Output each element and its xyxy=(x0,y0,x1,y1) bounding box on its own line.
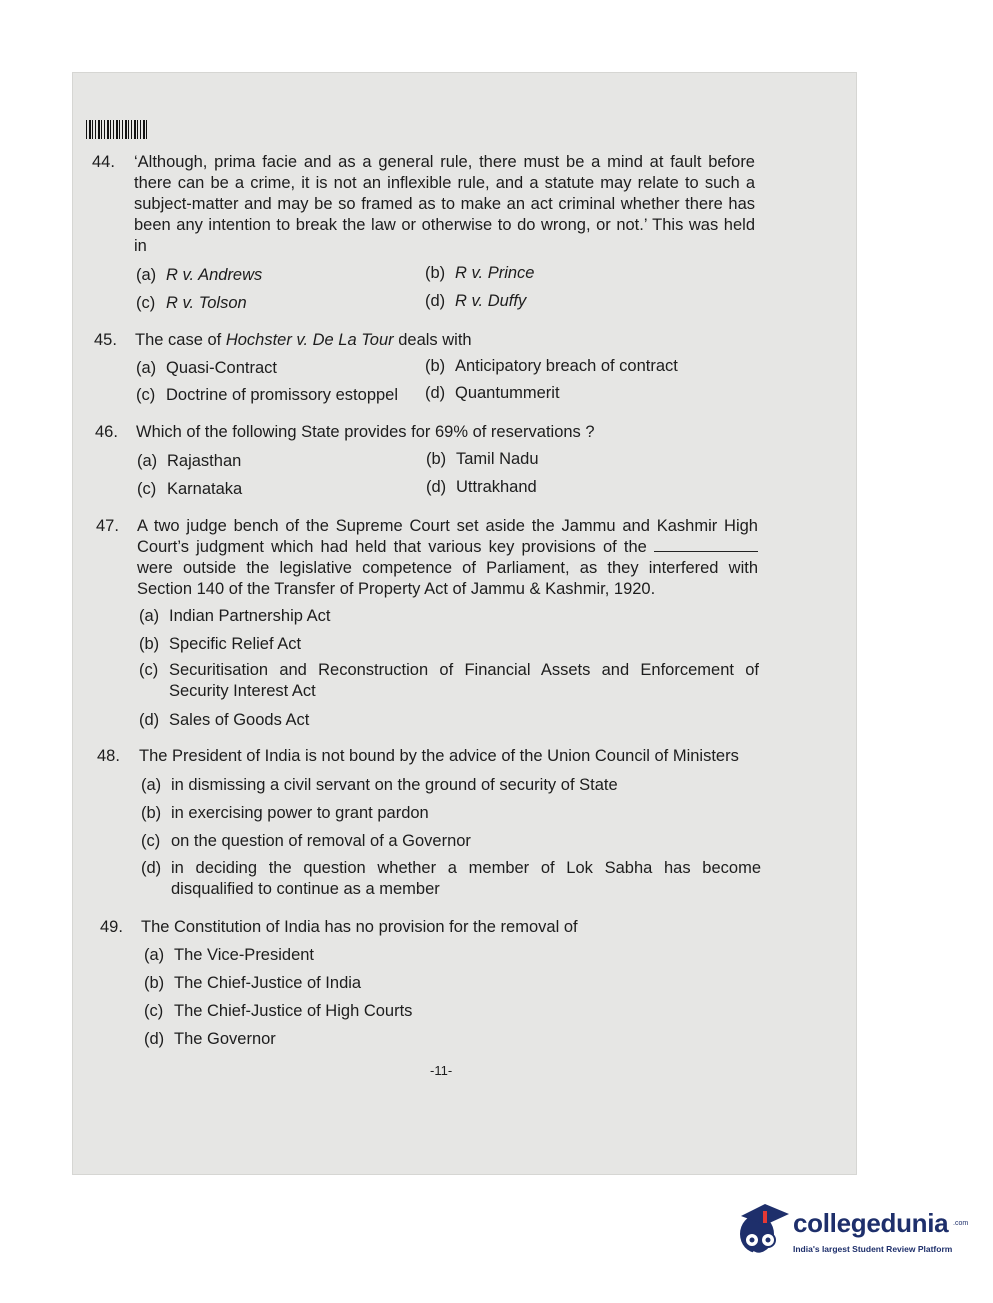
option-45d: (d) Quantummerit xyxy=(425,384,560,402)
option-44b: (b) R v. Prince xyxy=(425,264,535,282)
option-48d: (d) in deciding the question whether a member of Lok Sabha has become disqualified to continue as a member xyxy=(141,859,761,898)
question-number: 49. xyxy=(100,918,123,936)
question-number: 44. xyxy=(92,153,115,171)
brand-tagline: India's largest Student Review Platform xyxy=(793,1244,953,1254)
brand-suffix: .com xyxy=(953,1220,969,1227)
question-text: The President of India is not bound by the advice of the Union Council of Ministers xyxy=(139,747,739,765)
option-47d: (d) Sales of Goods Act xyxy=(139,711,310,729)
question-text: Which of the following State provides for 69% of reservations ? xyxy=(136,423,595,441)
option-47c: (c) Securitisation and Reconstruction of Financial Assets and Enforcement of Security Interest Act xyxy=(139,661,759,700)
question-number: 48. xyxy=(97,747,120,765)
question-number: 45. xyxy=(94,331,117,349)
option-45c: (c) Doctrine of promissory estoppel xyxy=(136,386,399,404)
collegedunia-logo xyxy=(735,1198,969,1268)
option-49c: (c) The Chief-Justice of High Courts xyxy=(144,1002,413,1020)
option-44c: (c) R v. Tolson xyxy=(136,294,247,312)
option-49b: (b) The Chief-Justice of India xyxy=(144,974,362,992)
option-48b: (b) in exercising power to grant pardon xyxy=(141,804,429,822)
option-46a: (a) Rajasthan xyxy=(137,452,242,470)
answer-blank xyxy=(654,537,758,552)
option-48a: (a) in dismissing a civil servant on the ground of security of State xyxy=(141,776,618,794)
question-number: 46. xyxy=(95,423,118,441)
question-text: A two judge bench of the Supreme Court set aside the Jammu and Kashmir High Court’s judgment which had held that various key provisions of the were outside the legislative competence of Parliament, as they interfered with Section 140 of the Transfer of Property Act of Jammu & Kashmir, 1920. xyxy=(137,517,758,598)
question-text: The case of Hochster v. De La Tour deals with xyxy=(135,331,472,349)
barcode-icon xyxy=(86,120,148,139)
brand-name: collegedunia xyxy=(793,1208,949,1238)
option-47a: (a) Indian Partnership Act xyxy=(139,607,331,625)
option-45b: (b) Anticipatory breach of contract xyxy=(425,357,678,375)
option-48c: (c) on the question of removal of a Governor xyxy=(141,832,471,850)
option-46c: (c) Karnataka xyxy=(137,480,243,498)
option-46d: (d) Uttrakhand xyxy=(426,478,537,496)
question-text: ‘Although, prima facie and as a general rule, there must be a mind at fault before there can be a crime, it is not an inflexible rule, and a statute may relate to such a subject-matter and may be so framed as to make an act criminal whether there has been any intention to break the law or otherwise to do wrong, or not.’ This was held in xyxy=(134,153,755,255)
question-text: The Constitution of India has no provision for the removal of xyxy=(141,918,578,936)
option-44d: (d) R v. Duffy xyxy=(425,292,527,310)
option-46b: (b) Tamil Nadu xyxy=(426,450,539,468)
page-number: -11- xyxy=(430,1063,453,1078)
option-45a: (a) Quasi-Contract xyxy=(136,359,277,377)
option-44a: (a) R v. Andrews xyxy=(136,266,263,284)
question-number: 47. xyxy=(96,517,119,535)
option-49a: (a) The Vice-President xyxy=(144,946,315,964)
option-49d: (d) The Governor xyxy=(144,1030,276,1048)
student-mascot-icon xyxy=(735,1198,790,1258)
option-47b: (b) Specific Relief Act xyxy=(139,635,302,653)
